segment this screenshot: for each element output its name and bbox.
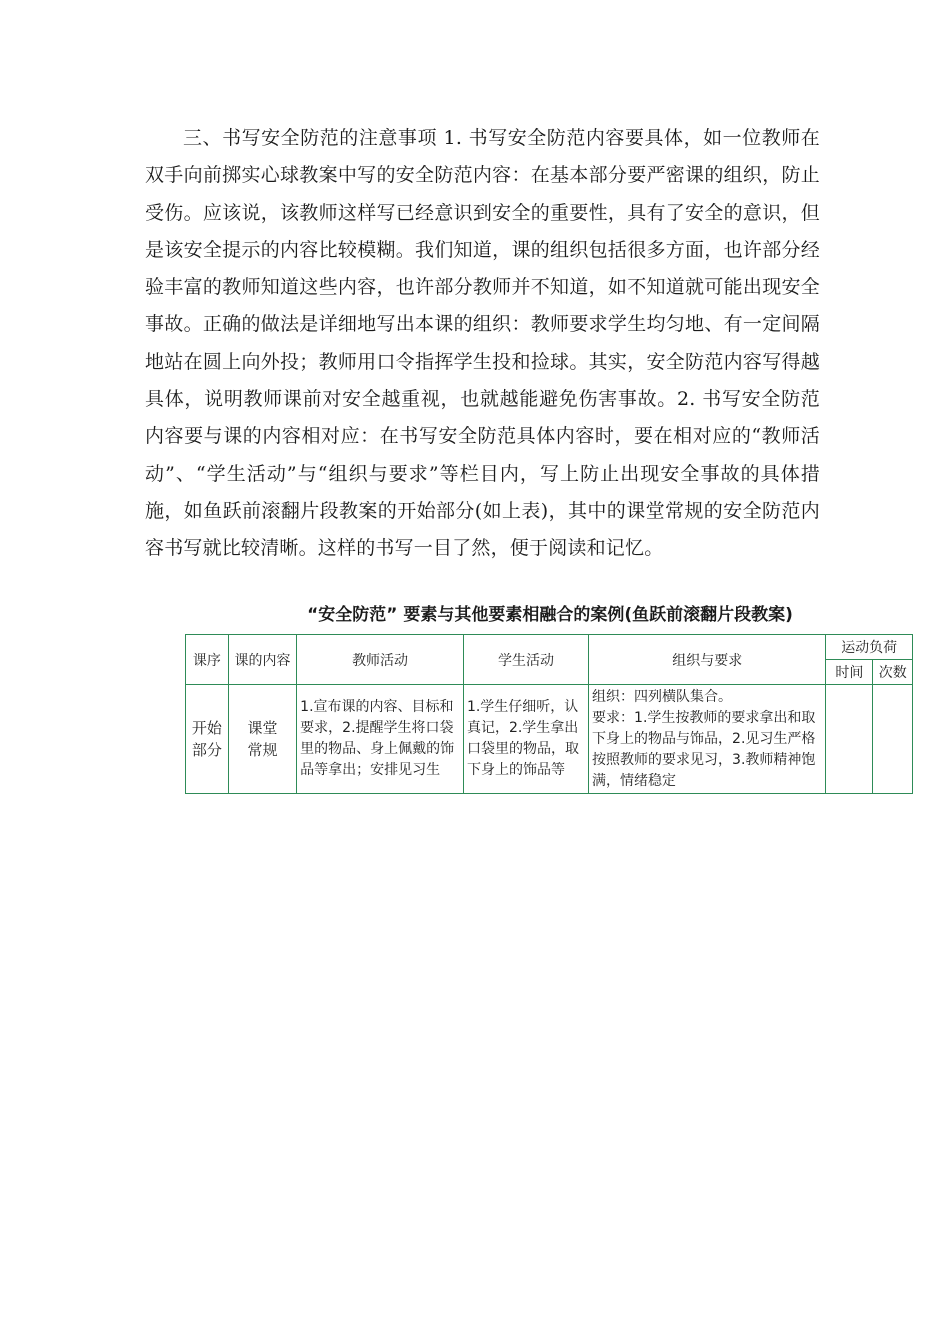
- cell-seq: [186, 685, 229, 794]
- cell-seq-line1: 开始: [191, 719, 222, 737]
- body-paragraph: 三、书写安全防范的注意事项 1. 书写安全防范内容要具体，如一位教师在双手向前掷实心球教案中写的安全防范内容：在基本部分要严密课的组织，防止受伤。应该说，该教师这样写已经意识到安全的重要性，具有了安全的意识，但是该安全提示的内容比较模糊。我们知道，课的组织包括很多方面，也许部分经验丰富的教师知道这些内容，也许部分教师并不知道，如不知道就可能出现安全事故。正确的做法是详细地写出本课的组织：教师要求学生均匀地、有一定间隔地站在圆上向外投；教师用口令指挥学生投和捡球。其实，安全防范内容写得越具体，说明教师课前对安全越重视，也就越能避免伤害事故。2. 书写安全防范内容要与课的内容相对应：在书写安全防范具体内容时，要在相对应的“教师活动”、“学生活动”与“组织与要求”等栏目内，写上防止出现安全事故的具体措施，如鱼跃前滚翻片段教案的开始部分(如上表)，其中的课堂常规的安全防范内容书写就比较清晰。这样的书写一目了然，便于阅读和记忆。: [145, 127, 820, 560]
- cell-time: [826, 685, 873, 794]
- header-count: 次数: [873, 660, 913, 685]
- cell-teacher-activity: 1.宣布课的内容、目标和要求，2.提醒学生将口袋里的物品、身上佩戴的饰品等拿出；安排见习生: [297, 685, 464, 794]
- table-title: “安全防范” 要素与其他要素相融合的案例(鱼跃前滚翻片段教案): [307, 605, 793, 625]
- cell-count: [873, 685, 913, 794]
- header-teacher-activity: 教师活动: [297, 635, 464, 685]
- table-header-row: [186, 635, 913, 660]
- cell-student-activity: 1.学生仔细听，认真记，2.学生拿出口袋里的物品，取下身上的饰品等: [463, 685, 588, 794]
- cell-org-line1: 组织：四列横队集合。: [592, 688, 733, 705]
- cell-organization: [589, 685, 826, 794]
- header-organization: 组织与要求: [589, 635, 826, 685]
- header-seq: 课序: [186, 635, 229, 685]
- table-row: [186, 685, 913, 794]
- header-time: 时间: [826, 660, 873, 685]
- cell-seq-line2: 部分: [191, 741, 222, 759]
- header-exercise-load: 运动负荷: [826, 635, 913, 660]
- cell-content: [228, 685, 296, 794]
- header-student-activity: 学生活动: [463, 635, 588, 685]
- header-content: 课的内容: [228, 635, 296, 685]
- case-table: [185, 634, 913, 794]
- cell-content-line1: 课堂: [247, 719, 278, 737]
- cell-org-line2: 要求：1.学生按教师的要求拿出和取下身上的物品与饰品，2.见习生严格按照教师的要求见习，3.教师精神饱满，情绪稳定: [592, 709, 816, 789]
- cell-content-line2: 常规: [247, 741, 278, 759]
